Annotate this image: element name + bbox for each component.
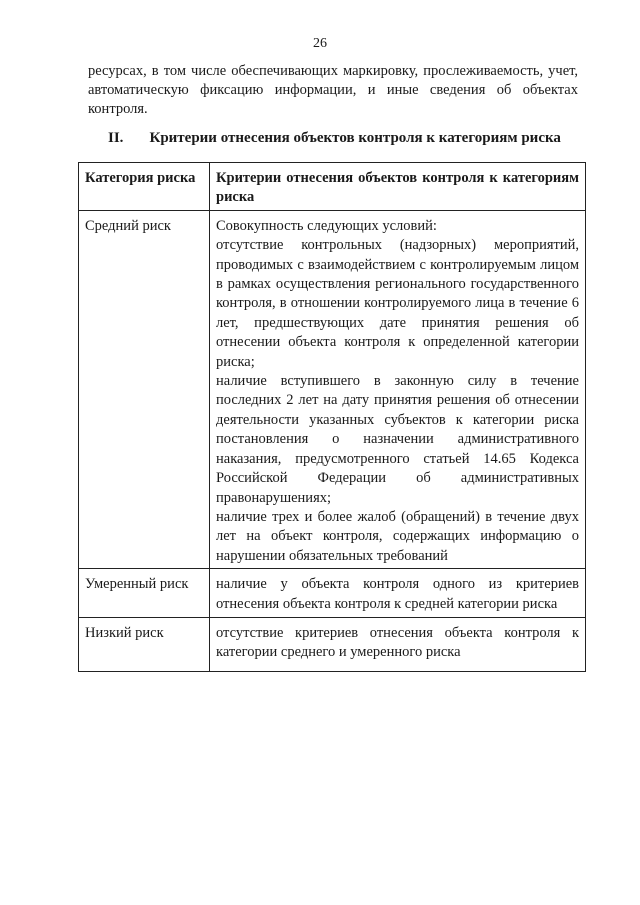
table-row [79, 210, 586, 568]
risk-criteria-table [78, 162, 586, 672]
intro-paragraph: ресурсах, в том числе обеспечивающих маркировку, прослеживаемость, учет, автоматическую фиксацию информации, и иные сведения об объектах контроля. [88, 63, 578, 117]
table-row [79, 569, 586, 618]
section-heading [108, 130, 588, 147]
row-criteria-low [210, 617, 586, 671]
criteria-line: наличие трех и более жалоб (обращений) в течение двух лет на объект контроля, содержащих информацию о нарушении обязательных требований [216, 508, 579, 564]
section-number: II. [108, 130, 124, 146]
row-criteria-medium [210, 210, 586, 568]
row-category-medium: Средний риск [79, 210, 210, 568]
row-category-moderate: Умеренный риск [79, 569, 210, 618]
table-header-row [79, 163, 586, 211]
criteria-line: отсутствие контрольных (надзорных) мероприятий, проводимых с взаимодействием с контролируемым лицом в рамках осуществления регионального государственного контроля, в отношении контролируемого лица в течение 6 лет, предшествующих дате принятия решения об отнесении объекта контроля к определенной категории риска; [216, 237, 579, 370]
header-criteria: Критерии отнесения объектов контроля к категориям риска [210, 163, 586, 211]
criteria-line: Совокупность следующих условий: [216, 217, 437, 234]
section-title: Критерии отнесения объектов контроля к категориям риска [149, 130, 561, 146]
criteria-line: наличие у объекта контроля одного из критериев отнесения объекта контроля к средней категории риска [216, 576, 579, 612]
page-number: 26 [313, 36, 327, 51]
criteria-line: отсутствие критериев отнесения объекта контроля к категории среднего и умеренного риска [216, 624, 579, 661]
row-criteria-moderate [210, 569, 586, 618]
row-category-low: Низкий риск [79, 617, 210, 671]
table-row [79, 617, 586, 671]
header-category: Категория риска [79, 163, 210, 211]
criteria-line: наличие вступившего в законную силу в течение последних 2 лет на дату принятия решения об отнесении деятельности указанных субъектов к категории риска постановления о назначении административного наказания, предусмотренного статьей 14.65 Кодекса Российской Федерации об административных правонарушениях; [216, 373, 579, 506]
